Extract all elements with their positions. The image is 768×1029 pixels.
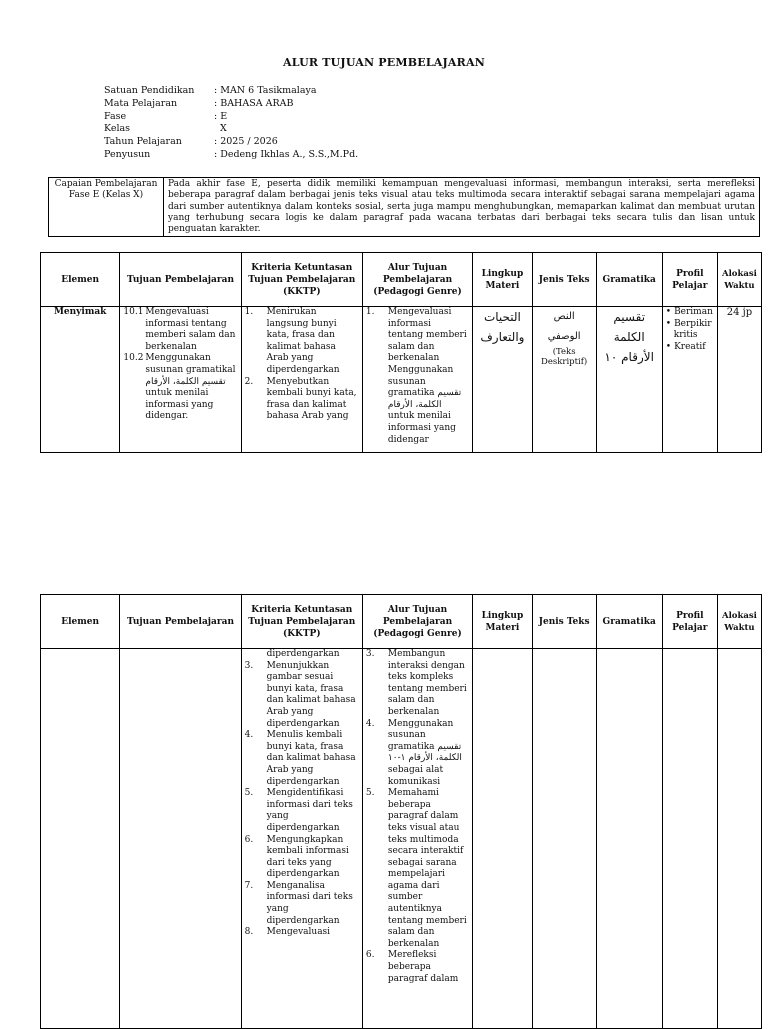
atp-table-1 xyxy=(40,252,762,453)
header-elemen: Elemen xyxy=(41,595,120,649)
item-text: diperdengarkan xyxy=(266,649,340,659)
item-number: 6. xyxy=(365,950,375,961)
profil-item: • Beriman xyxy=(674,307,714,319)
meta-key: Fase xyxy=(104,110,127,122)
item-text: Mengevaluasi xyxy=(266,927,331,938)
jenis-indonesian: (Teks Deskriptif) xyxy=(541,347,588,367)
item-number: 10.1 xyxy=(123,307,144,317)
item-text: Mengidentifikasi informasi dari teks yang diperdengarkan xyxy=(266,788,353,833)
list-item xyxy=(366,719,469,789)
list-item xyxy=(366,950,469,985)
list-item xyxy=(245,307,359,377)
item-number: 10.2 xyxy=(123,353,144,364)
item-number: 1. xyxy=(365,307,375,317)
item-text: Menggunakan susunan gramatikal تقسيم الكلمة، الأرقام untuk menilai informasi yang didengar. xyxy=(145,353,236,422)
lingkup-text: التحيات والتعارف xyxy=(480,310,525,344)
elemen-cell xyxy=(41,649,120,1029)
tujuan-cell xyxy=(120,307,241,453)
item-number: 8. xyxy=(244,927,254,938)
list-item xyxy=(366,649,469,719)
alur-cell xyxy=(362,307,472,453)
profil-item: • Berpikir kritis xyxy=(674,319,714,342)
alur-cell xyxy=(362,649,472,1029)
profil-cell xyxy=(662,307,717,453)
profil-cell xyxy=(662,649,717,1029)
item-number: 7. xyxy=(244,880,254,891)
header-elemen: Elemen xyxy=(41,253,120,307)
header-kktp: Kriteria Ketuntasan Tujuan Pembelajaran (KKTP) xyxy=(241,253,362,307)
meta-value: : Dedeng Ikhlas A., S.S.,M.Pd. xyxy=(214,148,359,160)
item-number: 4. xyxy=(365,718,375,729)
document-meta xyxy=(104,85,358,162)
list-item xyxy=(245,835,359,881)
header-alokasi: Alokasi Waktu xyxy=(717,595,761,649)
gramatika-text: تقسيم الكلمة الأرقام ١٠ xyxy=(604,310,654,364)
meta-row xyxy=(104,111,358,124)
item-number: 3. xyxy=(365,649,375,659)
kktp-cell xyxy=(241,307,362,453)
header-lingkup: Lingkup Materi xyxy=(473,595,533,649)
meta-value: : E xyxy=(214,110,228,122)
jenis-arabic: النص الوصفي xyxy=(547,311,581,342)
capaian-label: Capaian Pembelajaran Fase E (Kelas X) xyxy=(49,178,164,237)
item-number: 5. xyxy=(244,788,254,799)
meta-row xyxy=(104,149,358,162)
meta-key: Satuan Pendidikan xyxy=(104,85,195,96)
alokasi-cell: 24 jp xyxy=(717,307,761,453)
list-item xyxy=(245,377,359,423)
meta-key: Kelas xyxy=(104,123,131,135)
meta-value: : BAHASA ARAB xyxy=(214,97,294,109)
capaian-text: Pada akhir fase E, peserta didik memiliki kemampuan mengevaluasi informasi, membangun interaksi, serta merefleksi beberapa paragraf dalam berbagai jenis teks visual atau teks multimoda secara interaktif sebagai sarana mempelajari agama dari sumber autentiknya dalam konteks sosial, serta juga mampu menghubungkan, memaparkan kalimat dan membuat urutan yang terhubung secara logis ke dalam paragraf pada wacana terbatas dari berbagai teks secara tulis dan lisan untuk penguatan karakter. xyxy=(164,178,760,237)
item-number: 1. xyxy=(244,307,254,317)
header-profil: Profil Pelajar xyxy=(662,253,717,307)
list-item xyxy=(245,661,359,731)
item-text: Membangun interaksi dengan teks kompleks tentang memberi salam dan berkenalan xyxy=(387,649,467,717)
header-gramatika: Gramatika xyxy=(596,595,662,649)
atp-table-2 xyxy=(40,594,762,1029)
item-text: Menganalisa informasi dari teks yang diperdengarkan xyxy=(266,880,353,926)
item-number: 3. xyxy=(244,660,254,671)
item-number: 5. xyxy=(365,788,375,799)
meta-row xyxy=(104,123,358,136)
header-tujuan: Tujuan Pembelajaran xyxy=(120,595,241,649)
meta-value: : 2025 / 2026 xyxy=(214,136,278,148)
gramatika-cell xyxy=(596,307,662,453)
meta-row xyxy=(104,136,358,149)
item-text: Menyebutkan kembali bunyi kata, frasa dan kalimat bahasa Arab yang xyxy=(266,376,357,422)
header-alur: Alur Tujuan Pembelajaran (Pedagogi Genre) xyxy=(362,595,472,649)
capaian-table xyxy=(48,177,760,237)
list-item xyxy=(366,307,469,365)
header-lingkup: Lingkup Materi xyxy=(473,253,533,307)
list-item xyxy=(366,788,469,950)
meta-value: X xyxy=(214,123,227,135)
gramatika-cell xyxy=(596,649,662,1029)
meta-key: Penyusun xyxy=(104,148,151,160)
item-text: Merefleksi beberapa paragraf dalam xyxy=(387,950,459,984)
meta-row xyxy=(104,98,358,111)
list-item xyxy=(245,649,359,661)
list-item xyxy=(366,365,469,446)
meta-row xyxy=(104,85,358,98)
item-text: Mengevaluasi informasi tentang memberi salam dan berkenalan xyxy=(145,307,236,352)
item-text: Mengungkapkan kembali informasi dari teks yang diperdengarkan xyxy=(266,834,349,880)
alokasi-cell xyxy=(717,649,761,1029)
header-jenis: Jenis Teks xyxy=(532,253,596,307)
list-item xyxy=(123,307,237,353)
jenis-cell xyxy=(532,649,596,1029)
header-alokasi: Alokasi Waktu xyxy=(717,253,761,307)
elemen-cell: Menyimak xyxy=(41,307,120,453)
page-title: ALUR TUJUAN PEMBELAJARAN xyxy=(283,56,485,69)
list-item xyxy=(245,881,359,927)
item-text: Menirukan langsung bunyi kata, frasa dan kalimat bahasa Arab yang diperdengarkan xyxy=(266,307,340,375)
item-text: Memahami beberapa paragraf dalam teks visual atau teks multimoda secara interaktif sebagai sarana mempelajari agama dari sumber autentiknya tentang memberi salam dan berkenalan xyxy=(387,788,467,949)
lingkup-cell xyxy=(473,307,533,453)
item-text: Menggunakan susunan gramatika تقسيم الكلمة، الأرقام ١-١٠ sebagai alat komunikasi xyxy=(387,718,462,787)
list-item xyxy=(245,730,359,788)
list-item xyxy=(245,788,359,834)
jenis-cell xyxy=(532,307,596,453)
header-kktp: Kriteria Ketuntasan Tujuan Pembelajaran (KKTP) xyxy=(241,595,362,649)
header-tujuan: Tujuan Pembelajaran xyxy=(120,253,241,307)
header-gramatika: Gramatika xyxy=(596,253,662,307)
meta-key: Tahun Pelajaran xyxy=(104,136,182,148)
header-profil: Profil Pelajar xyxy=(662,595,717,649)
item-text: Mengevaluasi informasi tentang memberi salam dan berkenalan xyxy=(387,307,467,364)
lingkup-cell xyxy=(473,649,533,1029)
list-item xyxy=(123,353,237,423)
kktp-cell xyxy=(241,649,362,1029)
list-item xyxy=(245,927,359,939)
meta-value: : MAN 6 Tasikmalaya xyxy=(214,85,317,96)
header-alur: Alur Tujuan Pembelajaran (Pedagogi Genre) xyxy=(362,253,472,307)
profil-item: • Kreatif xyxy=(674,342,714,354)
item-text: Menggunakan susunan gramatika تقسيم الكلمة، الأرقام untuk menilai informasi yang didengar xyxy=(387,364,462,445)
item-number xyxy=(366,365,388,446)
header-jenis: Jenis Teks xyxy=(532,595,596,649)
item-text: Menulis kembali bunyi kata, frasa dan kalimat bahasa Arab yang diperdengarkan xyxy=(266,730,356,787)
tujuan-cell xyxy=(120,649,241,1029)
item-number xyxy=(245,649,267,661)
item-number: 6. xyxy=(244,834,254,845)
item-text: Menunjukkan gambar sesuai bunyi kata, frasa dan kalimat bahasa Arab yang diperdengarkan xyxy=(266,660,356,729)
item-number: 2. xyxy=(244,376,254,387)
meta-key: Mata Pelajaran xyxy=(104,97,178,109)
item-number: 4. xyxy=(244,730,254,741)
